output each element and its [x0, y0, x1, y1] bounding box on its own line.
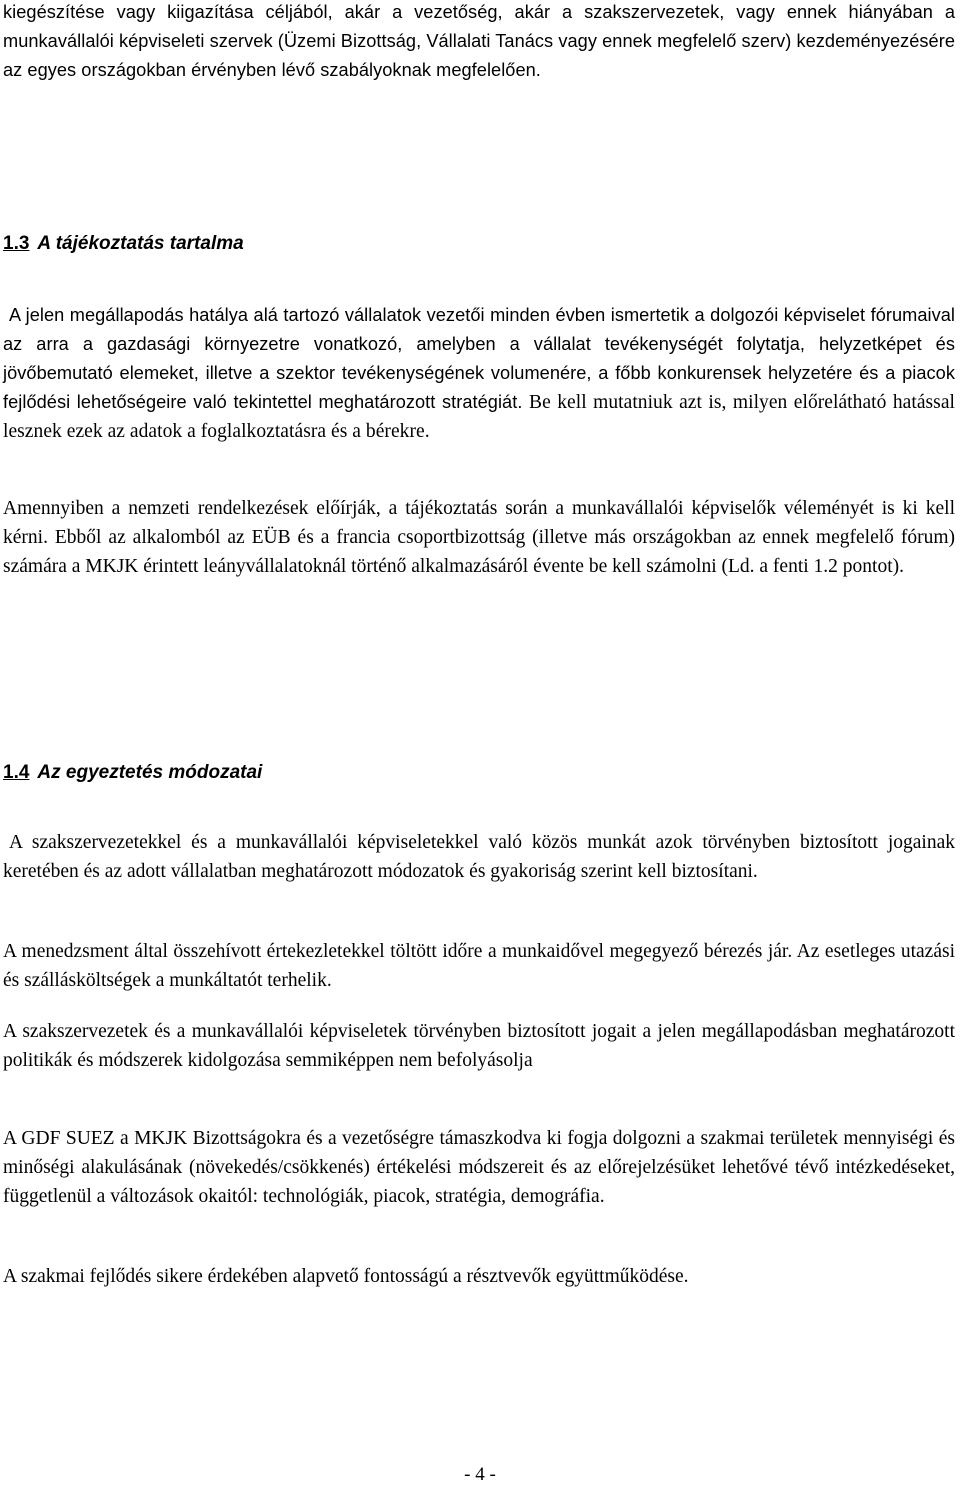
section-heading-1-3 — [3, 231, 244, 257]
body-paragraph: A szakszervezetek és a munkavállalói képviseletek törvényben biztosított jogait a jelen megállapodásban meghatározott politikák és módszerek kidolgozása semmiképpen nem befolyásolja — [3, 1021, 955, 1071]
paragraph-text: Be kell mutatniuk azt is, milyen előrelátható hatással lesznek ezek az adatok a foglalkoztatásra és a bérekre. — [3, 392, 955, 442]
body-paragraph: A szakszervezetekkel és a munkavállalói képviseletekkel való közös munkát azok törvényben biztosított jogainak keretében és az adott vállalatban meghatározott módozatok és gyakoriság szerint kell biztosítani. — [3, 832, 955, 882]
section-number: 1.3 — [3, 233, 30, 254]
section-heading-1-4 — [3, 760, 262, 786]
section-title: Az egyeztetés módozatai — [37, 762, 263, 783]
body-paragraph: A szakmai fejlődés sikere érdekében alapvető fontosságú a résztvevők együttműködése. — [3, 1266, 689, 1287]
body-paragraph — [3, 301, 955, 446]
intro-paragraph: kiegészítése vagy kiigazítása céljából, akár a vezetőség, akár a szakszervezetek, vagy ennek hiányában a munkavállalói képviseleti szervek (Üzemi Bizottság, Vállalati Tanács vagy ennek megfelelő szerv) kezdeményezésére az egyes országokban érvényben lévő szabályoknak megfelelően. — [3, 2, 955, 80]
section-title: A tájékoztatás tartalma — [37, 233, 244, 254]
body-paragraph: Amennyiben a nemzeti rendelkezések előírják, a tájékoztatás során a munkavállalói képviselők véleményét is ki kell kérni. Ebből az alkalomból az EÜB és a francia csoportbizottság (illetve más országokban az ennek megfelelő fórum) számára a MKJK érintett leányvállalatoknál történő alkalmazásáról évente be kell számolni (Ld. a fenti 1.2 pontot). — [3, 498, 955, 577]
section-number: 1.4 — [3, 762, 30, 783]
paragraph-text: A jelen megállapodás hatálya alá tartozó vállalatok vezetői minden évben ismertetik a dolgozói képviselet fórumaival az arra a gazdasági környezetre vonatkozó, amelyben a vállalat tevékenységét folytatja, helyzetképet és jövőbemutató elemeket, illetve a szektor tevékenységének volumenére, a főbb konkurensek helyzetére és a piacok fejlődési lehetőségeire való tekintettel meghatározott stratégiát. — [3, 305, 955, 412]
body-paragraph: A menedzsment által összehívott értekezletekkel töltött időre a munkaidővel megegyező bérezés jár. Az esetleges utazási és szállásköltségek a munkáltatót terhelik. — [3, 941, 955, 991]
page-number: - 4 - — [464, 1464, 496, 1485]
body-paragraph: A GDF SUEZ a MKJK Bizottságokra és a vezetőségre támaszkodva ki fogja dolgozni a szakmai területek mennyiségi és minőségi alakulásának (növekedés/csökkenés) értékelési módszereit és az előrejelzésüket lehetővé tévő intézkedéseket, függetlenül a változások okaitól: technológiák, piacok, stratégia, demográfia. — [3, 1128, 955, 1207]
